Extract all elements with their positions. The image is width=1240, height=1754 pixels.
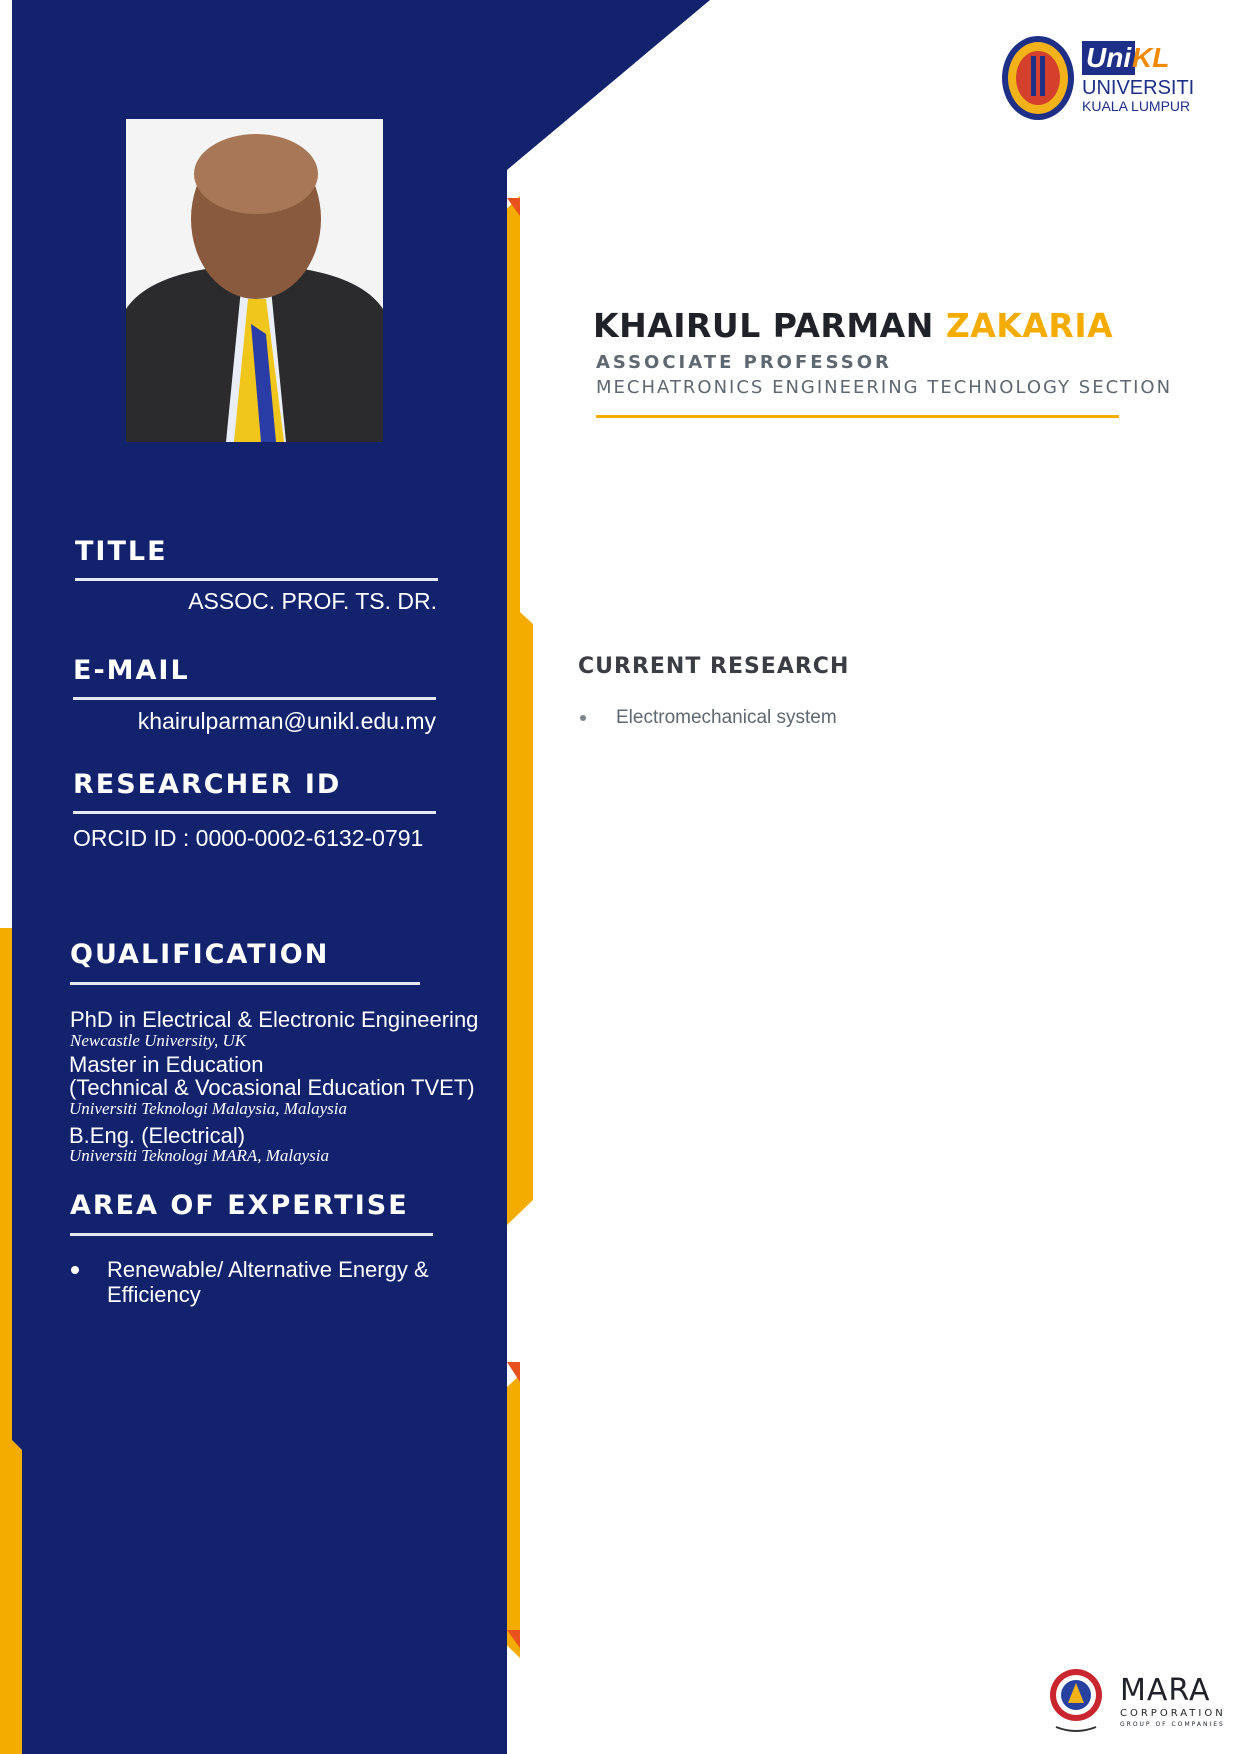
mara-group: GROUP OF COMPANIES	[1120, 1721, 1225, 1728]
person-silhouette-icon	[126, 119, 383, 442]
qualification-institution: Universiti Teknologi MARA, Malaysia	[69, 1146, 330, 1165]
qualification-heading: QUALIFICATION	[70, 939, 330, 970]
expertise-heading: AREA OF EXPERTISE	[70, 1190, 409, 1221]
brand-uni: Uni	[1082, 41, 1135, 75]
expertise-rule	[70, 1233, 433, 1236]
bullet-icon	[580, 715, 586, 721]
qualification-rule	[70, 982, 420, 985]
qualification-degree: PhD in Electrical & Electronic Engineering	[70, 1007, 479, 1032]
unikl-logo	[1000, 34, 1200, 124]
profile-photo	[126, 119, 383, 442]
qualification-degree: Master in Education (Technical & Vocasional Education TVET)	[69, 1052, 475, 1100]
mara-corporation: CORPORATION	[1120, 1708, 1226, 1719]
mara-seal-icon	[1048, 1665, 1104, 1735]
expertise-item: Renewable/ Alternative Energy & Efficiency	[107, 1257, 429, 1307]
email-value[interactable]: khairulparman@unikl.edu.my	[137, 708, 436, 734]
profile-section: MECHATRONICS ENGINEERING TECHNOLOGY SECTION	[596, 377, 1173, 398]
profile-name	[593, 306, 1113, 346]
last-name: ZAKARIA	[945, 306, 1114, 345]
research-item: Electromechanical system	[616, 707, 837, 728]
researcher-rule	[73, 811, 436, 814]
profile-position: ASSOCIATE PROFESSOR	[596, 352, 892, 373]
qualification-institution: Universiti Teknologi Malaysia, Malaysia	[69, 1099, 347, 1118]
logo-name-line2: KUALA LUMPUR	[1082, 98, 1191, 114]
title-rule	[75, 578, 438, 581]
title-heading: TITLE	[75, 536, 168, 567]
researcher-heading: RESEARCHER ID	[73, 769, 342, 800]
mara-wordmark: MARA	[1120, 1673, 1211, 1708]
qualification-degree: B.Eng. (Electrical)	[69, 1123, 246, 1148]
research-heading: CURRENT RESEARCH	[578, 654, 850, 679]
bullet-icon	[71, 1266, 79, 1274]
mara-logo	[1048, 1665, 1226, 1735]
email-heading: E-MAIL	[73, 655, 190, 686]
unikl-brand	[1082, 41, 1170, 75]
qualification-institution: Newcastle University, UK	[70, 1031, 247, 1050]
logo-name-line1: UNIVERSITI	[1082, 77, 1195, 99]
orcid-value: ORCID ID : 0000-0002-6132-0791	[73, 825, 424, 851]
brand-kl: KL	[1132, 42, 1170, 73]
email-rule	[73, 697, 436, 700]
university-seal-icon	[1000, 34, 1076, 122]
name-underline	[596, 415, 1119, 418]
first-name: KHAIRUL PARMAN	[593, 306, 934, 345]
title-value: ASSOC. PROF. TS. DR.	[188, 588, 437, 614]
